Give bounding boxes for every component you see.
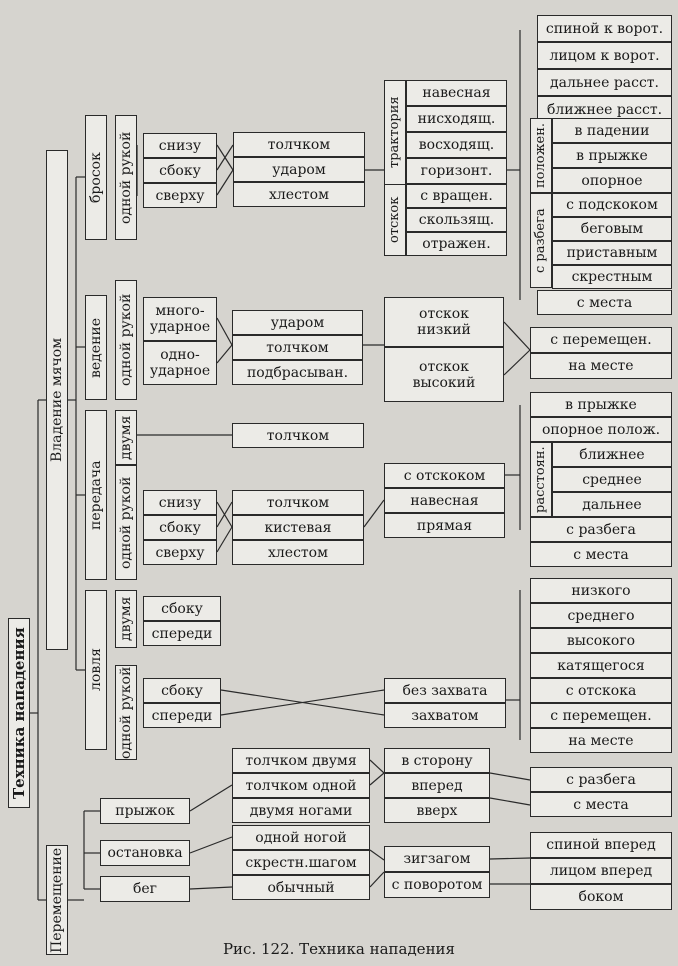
throw-top-right: лицом к ворот.: [537, 42, 672, 69]
throw-runup: с подскоком: [552, 193, 672, 217]
level1-movement: Перемещение: [46, 845, 68, 955]
throw-tech-2: хлестом: [233, 182, 365, 207]
pass-direction: снизу: [143, 490, 217, 515]
move-jump-kind: толчком одной: [232, 773, 370, 798]
pass-right-top: в прыжке: [530, 392, 672, 417]
throw-bounce: с вращен.: [406, 184, 507, 208]
pass-distance: ближнее: [552, 442, 672, 467]
throw-direction: снизу: [143, 133, 217, 158]
pass-kind: прямая: [384, 513, 505, 538]
dribble-bounce-1: отскок высокий: [384, 347, 504, 402]
catch-kind: без захвата: [384, 678, 506, 703]
move-run-dir: с поворотом: [384, 872, 490, 898]
throw-bounce: отражен.: [406, 232, 507, 256]
pass-direction: сбоку: [143, 515, 217, 540]
move-run-right: боком: [530, 884, 672, 910]
catch-two-dir: спереди: [143, 621, 221, 646]
catch-right: с отскока: [530, 678, 672, 703]
move-jump-dir: вперед: [384, 773, 490, 798]
throw-position: в падении: [552, 118, 672, 143]
level1-possession: Владение мячом: [46, 150, 68, 650]
move-jump-right: с разбега: [530, 767, 672, 792]
pass-distance: дальнее: [552, 492, 672, 517]
throw-tech-1: ударом: [233, 157, 365, 182]
move-stop-kind: одной ногой: [232, 825, 370, 850]
throw-top-right: дальнее расст.: [537, 69, 672, 96]
move-run-dir: зигзагом: [384, 846, 490, 872]
move-jump-kind: толчком двумя: [232, 748, 370, 773]
catch-one-dir: спереди: [143, 703, 221, 728]
catch-right: катящегося: [530, 653, 672, 678]
pass-right-bottom: с места: [530, 542, 672, 567]
dribble-one-hand: одной рукой: [115, 280, 137, 400]
pass-two-tech: толчком: [232, 423, 364, 448]
catch-two-dir: сбоку: [143, 596, 221, 621]
catch-kind: захватом: [384, 703, 506, 728]
pass-tech: кистевая: [232, 515, 364, 540]
dribble-tech: толчком: [232, 335, 363, 360]
throw-runup-label: с разбега: [530, 193, 552, 288]
pass-kind: навесная: [384, 488, 505, 513]
move-run-right: лицом вперед: [530, 858, 672, 884]
throw-runup: скрестным: [552, 265, 672, 289]
throw-direction: сбоку: [143, 158, 217, 183]
move-run-right: спиной вперед: [530, 832, 672, 858]
catch-right: высокого: [530, 628, 672, 653]
throw-one-hand: одной рукой: [115, 115, 137, 240]
dribble-bounce-0: отскок низкий: [384, 297, 504, 347]
throw-trajectory: навесная: [406, 80, 507, 106]
dribble-kind-0: много- ударное: [143, 297, 217, 341]
stop-label: остановка: [100, 840, 190, 866]
catch-right: низкого: [530, 578, 672, 603]
pass-one-hand: одной рукой: [115, 465, 137, 580]
catch-one-dir: сбоку: [143, 678, 221, 703]
dribble-right: на месте: [530, 353, 672, 379]
throw-trajectory: нисходящ.: [406, 106, 507, 132]
move-jump-right: с места: [530, 792, 672, 817]
catch-two-hands: двумя: [115, 590, 137, 648]
pass-right-top: опорное полож.: [530, 417, 672, 442]
throw-top-right: ближнее расст.: [537, 96, 672, 123]
throw-tech-0: толчком: [233, 132, 365, 157]
throw-from-place: с места: [537, 290, 672, 315]
throw-bounce-label: отскок: [384, 184, 406, 256]
catch-label: ловля: [85, 590, 107, 750]
move-stop-kind: скрестн.шагом: [232, 850, 370, 875]
pass-distance: среднее: [552, 467, 672, 492]
throw-trajectory: горизонт.: [406, 158, 507, 184]
dribble-tech: ударом: [232, 310, 363, 335]
throw-position-label: положен.: [530, 118, 552, 193]
pass-label: передача: [85, 410, 107, 580]
dribble-right: с перемещен.: [530, 327, 672, 353]
pass-distance-label: расстоян.: [530, 442, 552, 517]
run-label: бег: [100, 876, 190, 902]
throw-position: опорное: [552, 168, 672, 193]
pass-direction: сверху: [143, 540, 217, 565]
pass-tech: толчком: [232, 490, 364, 515]
dribble-tech: подбрасыван.: [232, 360, 363, 385]
main-title: Техника нападения: [8, 618, 30, 808]
throw-bounce: скользящ.: [406, 208, 507, 232]
move-jump-kind: двумя ногами: [232, 798, 370, 823]
jump-label: прыжок: [100, 798, 190, 824]
catch-right: на месте: [530, 728, 672, 753]
figure-caption: Рис. 122. Техника нападения: [222, 940, 456, 958]
throw-top-right: спиной к ворот.: [537, 15, 672, 42]
throw-runup: беговым: [552, 217, 672, 241]
throw-trajectory-label: трактория: [384, 80, 406, 185]
throw-trajectory: восходящ.: [406, 132, 507, 158]
move-run-kind: обычный: [232, 875, 370, 900]
throw-direction: сверху: [143, 183, 217, 208]
pass-tech: хлестом: [232, 540, 364, 565]
pass-kind: с отскоком: [384, 463, 505, 488]
dribble-label: ведение: [85, 295, 107, 400]
move-jump-dir: в сторону: [384, 748, 490, 773]
throw-runup: приставным: [552, 241, 672, 265]
move-jump-dir: вверх: [384, 798, 490, 823]
catch-right: среднего: [530, 603, 672, 628]
throw-label: бросок: [85, 115, 107, 240]
pass-two-hands: двумя: [115, 410, 137, 465]
catch-one-hand: одной рукой: [115, 665, 137, 760]
throw-position: в прыжке: [552, 143, 672, 168]
pass-right-bottom: с разбега: [530, 517, 672, 542]
dribble-kind-1: одно- ударное: [143, 341, 217, 385]
catch-right: с перемещен.: [530, 703, 672, 728]
